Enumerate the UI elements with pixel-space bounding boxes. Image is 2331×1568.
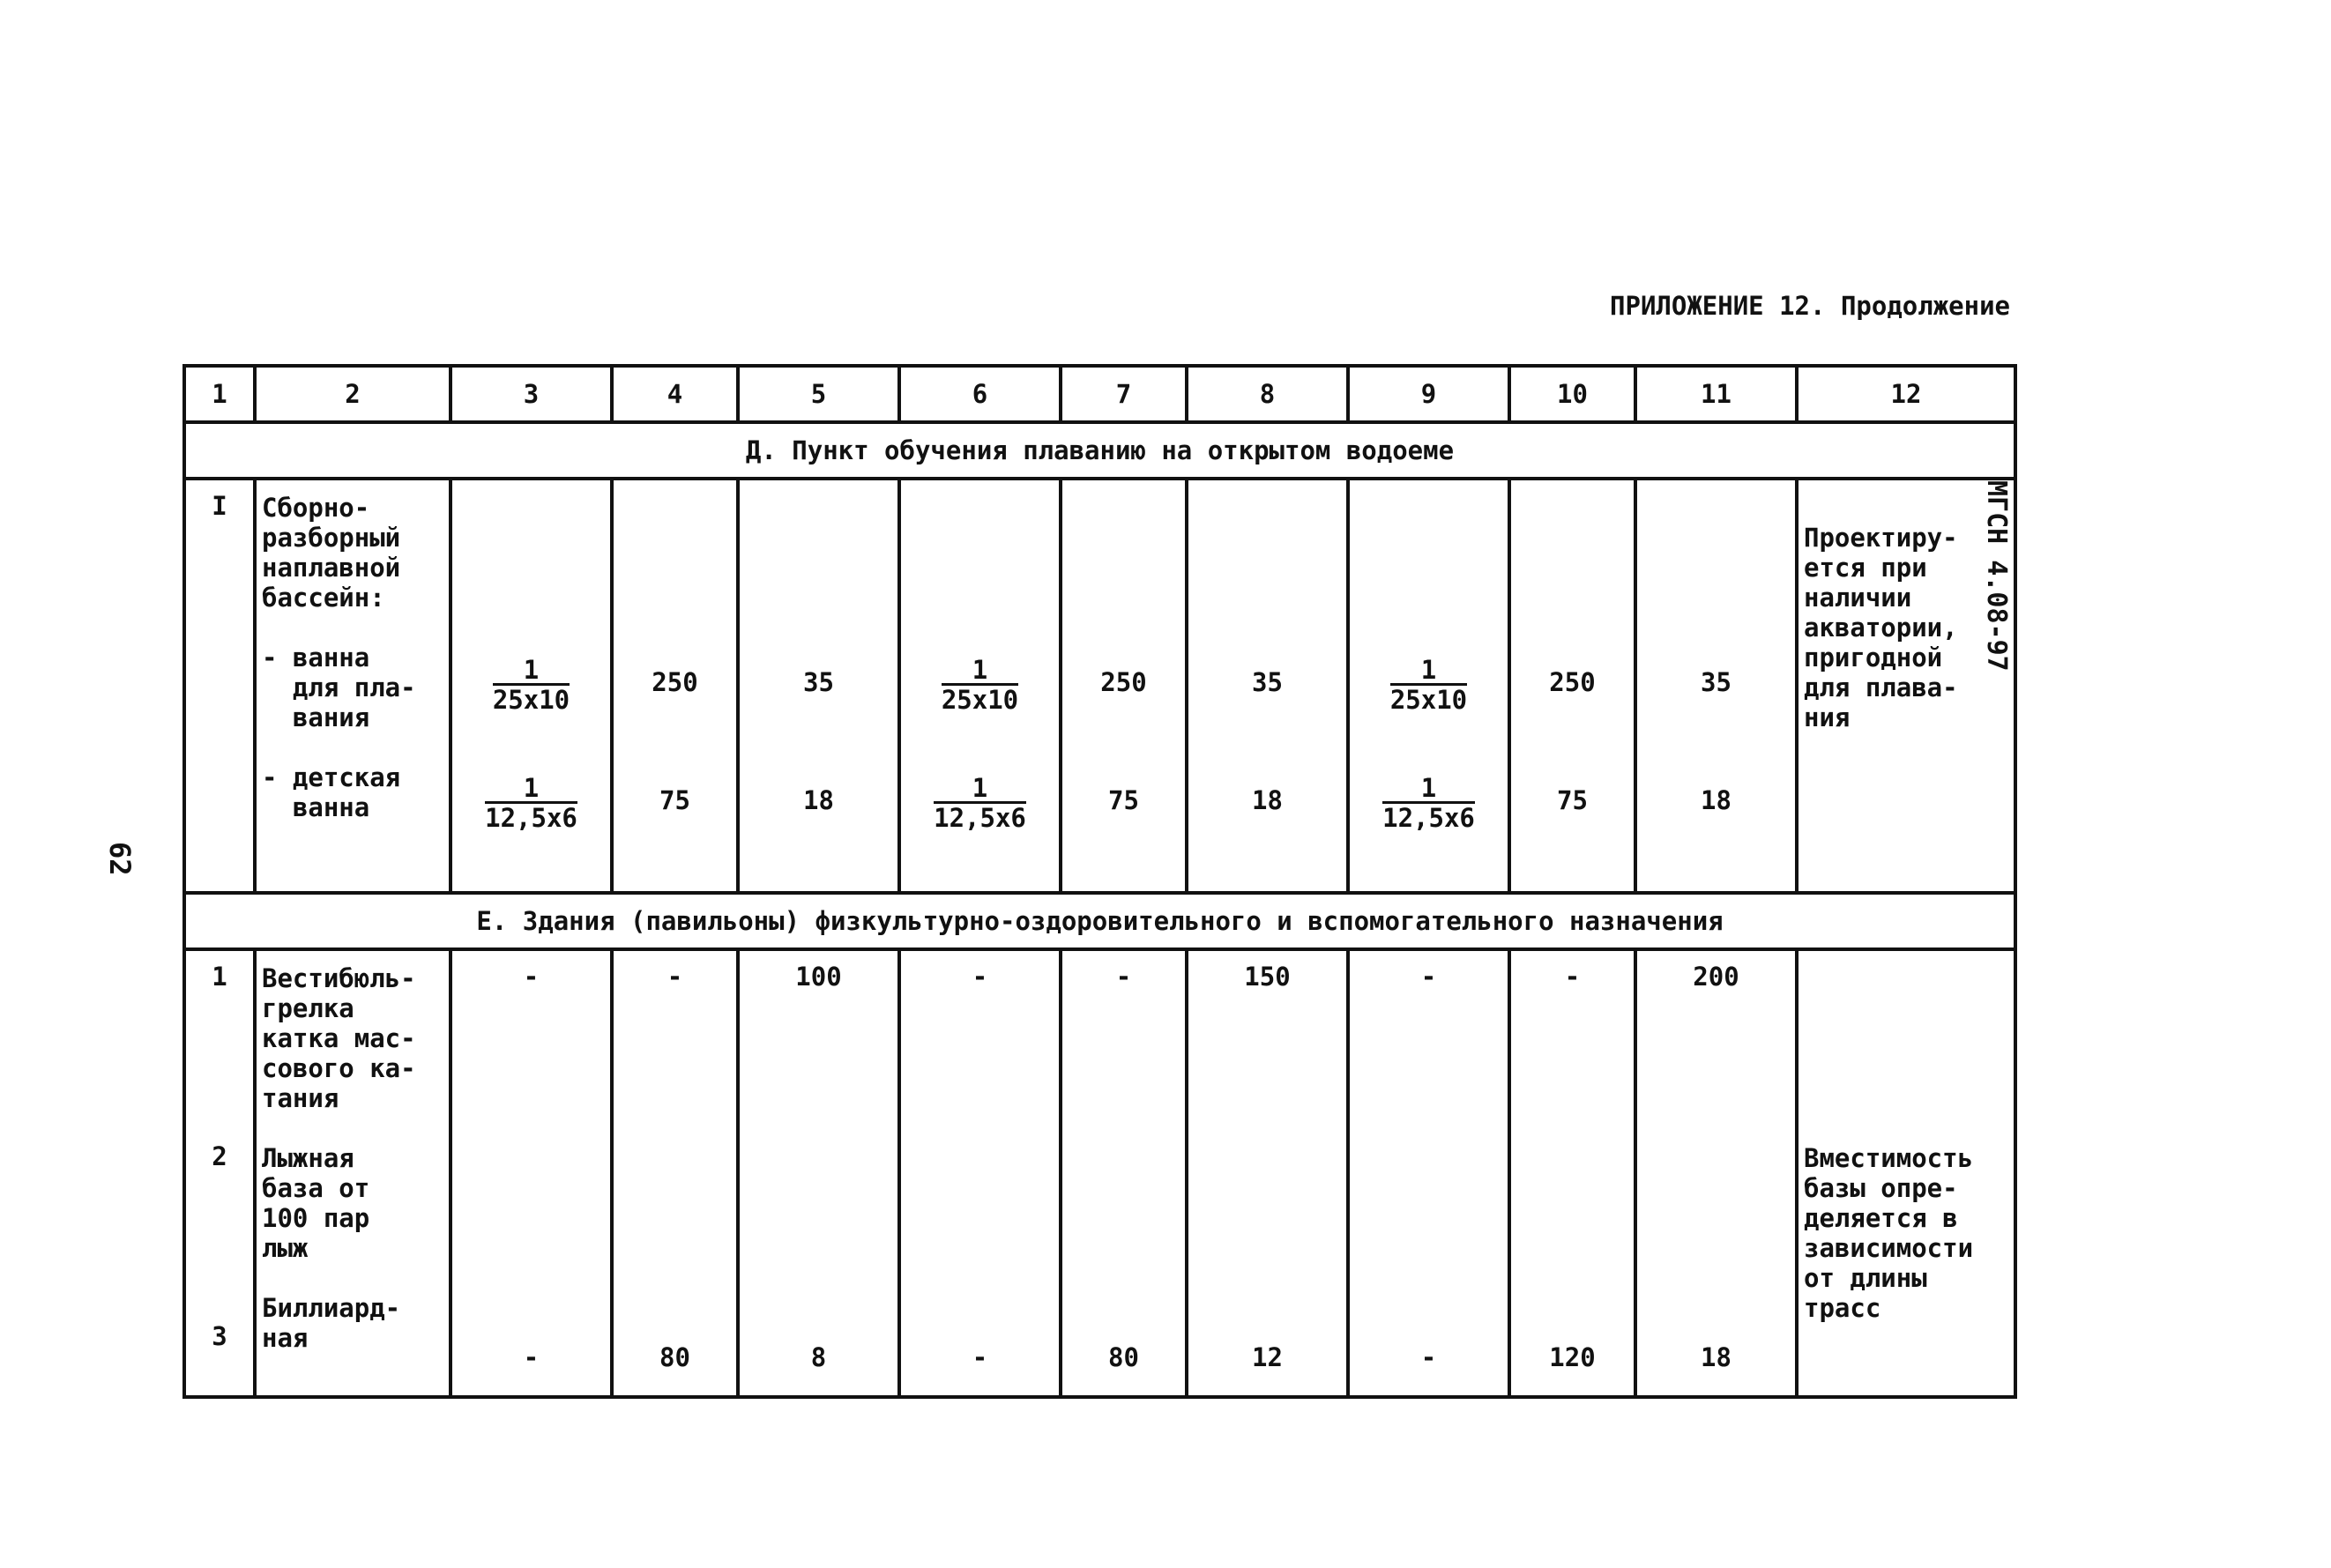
col-header: 6 (899, 366, 1061, 422)
cell-values (899, 949, 1061, 1397)
col-header: 9 (1348, 366, 1509, 422)
note-line: ния (1804, 702, 1851, 732)
cell-value: - (972, 962, 988, 992)
cell-value: 12 (1252, 1342, 1283, 1372)
cell-value: 80 (659, 1342, 690, 1372)
row-name (255, 479, 451, 893)
cell-values (1187, 949, 1348, 1397)
document-code: МГСН 4.08-97 (1981, 480, 2012, 672)
cell-value: 75 (1108, 785, 1139, 815)
cell-value: - (667, 962, 683, 992)
cell-value: 18 (1701, 1342, 1731, 1372)
note-line: Проектиру- (1804, 523, 1958, 553)
section-d-row (184, 422, 2015, 479)
name-line: тания (262, 1083, 339, 1113)
fraction-top: 1 (493, 657, 570, 686)
name-line: разборный (262, 523, 401, 553)
cell-value: 18 (1252, 785, 1283, 815)
cell-value: - (523, 1342, 540, 1372)
row-note (1797, 949, 2015, 1397)
fraction-bottom: 12,5x6 (1382, 803, 1475, 833)
fraction-top: 1 (1382, 775, 1475, 804)
name-line: сового ка- (262, 1053, 416, 1083)
cell-value: 80 (1108, 1342, 1139, 1372)
name-line: Лыжная (262, 1143, 354, 1173)
cell-value: 100 (795, 962, 842, 992)
cell-value: 18 (1701, 785, 1731, 815)
cell-values (451, 949, 612, 1397)
cell-value: 8 (810, 1342, 827, 1372)
cell-value: - (1115, 962, 1132, 992)
note-line: для плава- (1804, 673, 1958, 702)
fraction-bottom: 25x10 (1389, 685, 1468, 715)
col-header: 12 (1797, 366, 2015, 422)
header-row (184, 366, 2015, 422)
fraction-bottom: 25x10 (492, 685, 570, 715)
cell-value: - (1564, 962, 1581, 992)
note-line: акватории, (1804, 613, 1958, 643)
cell-values (738, 479, 899, 893)
page-number: 62 (103, 842, 137, 876)
cell-fraction (899, 479, 1061, 893)
col-header: 4 (612, 366, 738, 422)
fraction-top: 1 (942, 657, 1018, 686)
fraction-top: 1 (1390, 657, 1467, 686)
cell-value: - (523, 962, 540, 992)
note-line: наличии (1804, 583, 1912, 613)
name-line: ная (262, 1323, 309, 1353)
sub-item-line: ванна (262, 792, 370, 822)
col-header: 11 (1635, 366, 1797, 422)
fraction-top: 1 (934, 775, 1026, 804)
row-note (1797, 479, 2015, 893)
cell-values (612, 479, 738, 893)
row-number: 1 (212, 962, 227, 992)
note-line: пригодной (1804, 643, 1943, 673)
name-line: база от (262, 1173, 370, 1203)
fraction-bottom: 12,5x6 (485, 803, 577, 833)
cell-value: 200 (1693, 962, 1739, 992)
note-line: ется при (1804, 553, 1927, 583)
row-number: 3 (212, 1321, 227, 1351)
cell-values (1348, 949, 1509, 1397)
note-line: деляется в (1804, 1203, 1958, 1233)
fraction-bottom: 12,5x6 (934, 803, 1026, 833)
col-header: 2 (255, 366, 451, 422)
col-header: 3 (451, 366, 612, 422)
cell-fraction (451, 479, 612, 893)
cell-fraction (1348, 479, 1509, 893)
note-line: базы опре- (1804, 1173, 1958, 1203)
cell-value: 150 (1244, 962, 1291, 992)
cell-values (1509, 479, 1635, 893)
name-line: Сборно- (262, 493, 370, 523)
cell-values (612, 949, 738, 1397)
cell-value: 250 (1549, 667, 1596, 697)
cell-values (1635, 479, 1797, 893)
note-line: трасс (1804, 1293, 1881, 1323)
row-number: I (184, 479, 255, 893)
fraction-top: 1 (485, 775, 577, 804)
name-line: Вестибюль- (262, 963, 416, 993)
name-line: катка мас- (262, 1023, 416, 1053)
cell-value: 250 (652, 667, 698, 697)
table-row (184, 479, 2015, 893)
cell-value: 75 (659, 785, 690, 815)
sub-item-line: - детская (262, 762, 401, 792)
row-number: 2 (212, 1141, 227, 1171)
cell-values (1509, 949, 1635, 1397)
cell-value: 35 (1701, 667, 1731, 697)
norms-table (182, 364, 2017, 1399)
appendix-title: ПРИЛОЖЕНИЕ 12. Продолжение (1610, 291, 2010, 321)
col-header: 5 (738, 366, 899, 422)
cell-value: 75 (1557, 785, 1588, 815)
name-line: лыж (262, 1233, 309, 1263)
cell-value: - (972, 1342, 988, 1372)
sub-item-line: вания (262, 702, 370, 732)
cell-value: 18 (803, 785, 834, 815)
cell-values (738, 949, 899, 1397)
sub-item-line: - ванна (262, 643, 370, 673)
cell-value: 35 (1252, 667, 1283, 697)
row-names (255, 949, 451, 1397)
cell-values (1061, 479, 1187, 893)
cell-value: 250 (1100, 667, 1147, 697)
col-header: 7 (1061, 366, 1187, 422)
section-e-row (184, 893, 2015, 949)
name-line: наплавной (262, 553, 401, 583)
col-header: 10 (1509, 366, 1635, 422)
cell-value: 120 (1549, 1342, 1596, 1372)
section-e-title: Е. Здания (павильоны) физкультурно-оздоровительного и вспомогательного назначения (184, 893, 2015, 949)
name-line: бассейн: (262, 583, 385, 613)
cell-value: - (1420, 962, 1437, 992)
section-d-title: Д. Пункт обучения плаванию на открытом водоеме (184, 422, 2015, 479)
cell-value: 35 (803, 667, 834, 697)
cell-values (1635, 949, 1797, 1397)
name-line: Биллиард- (262, 1293, 401, 1323)
note-line: зависимости (1804, 1233, 1974, 1263)
sub-item-line: для пла- (262, 673, 416, 702)
name-line: 100 пар (262, 1203, 370, 1233)
cell-values (1187, 479, 1348, 893)
fraction-bottom: 25x10 (941, 685, 1019, 715)
note-line: от длины (1804, 1263, 1927, 1293)
cell-values (1061, 949, 1187, 1397)
col-header: 1 (184, 366, 255, 422)
row-numbers (184, 949, 255, 1397)
table-row (184, 949, 2015, 1397)
note-line: Вместимость (1804, 1143, 1974, 1173)
cell-value: - (1420, 1342, 1437, 1372)
col-header: 8 (1187, 366, 1348, 422)
name-line: грелка (262, 993, 354, 1023)
